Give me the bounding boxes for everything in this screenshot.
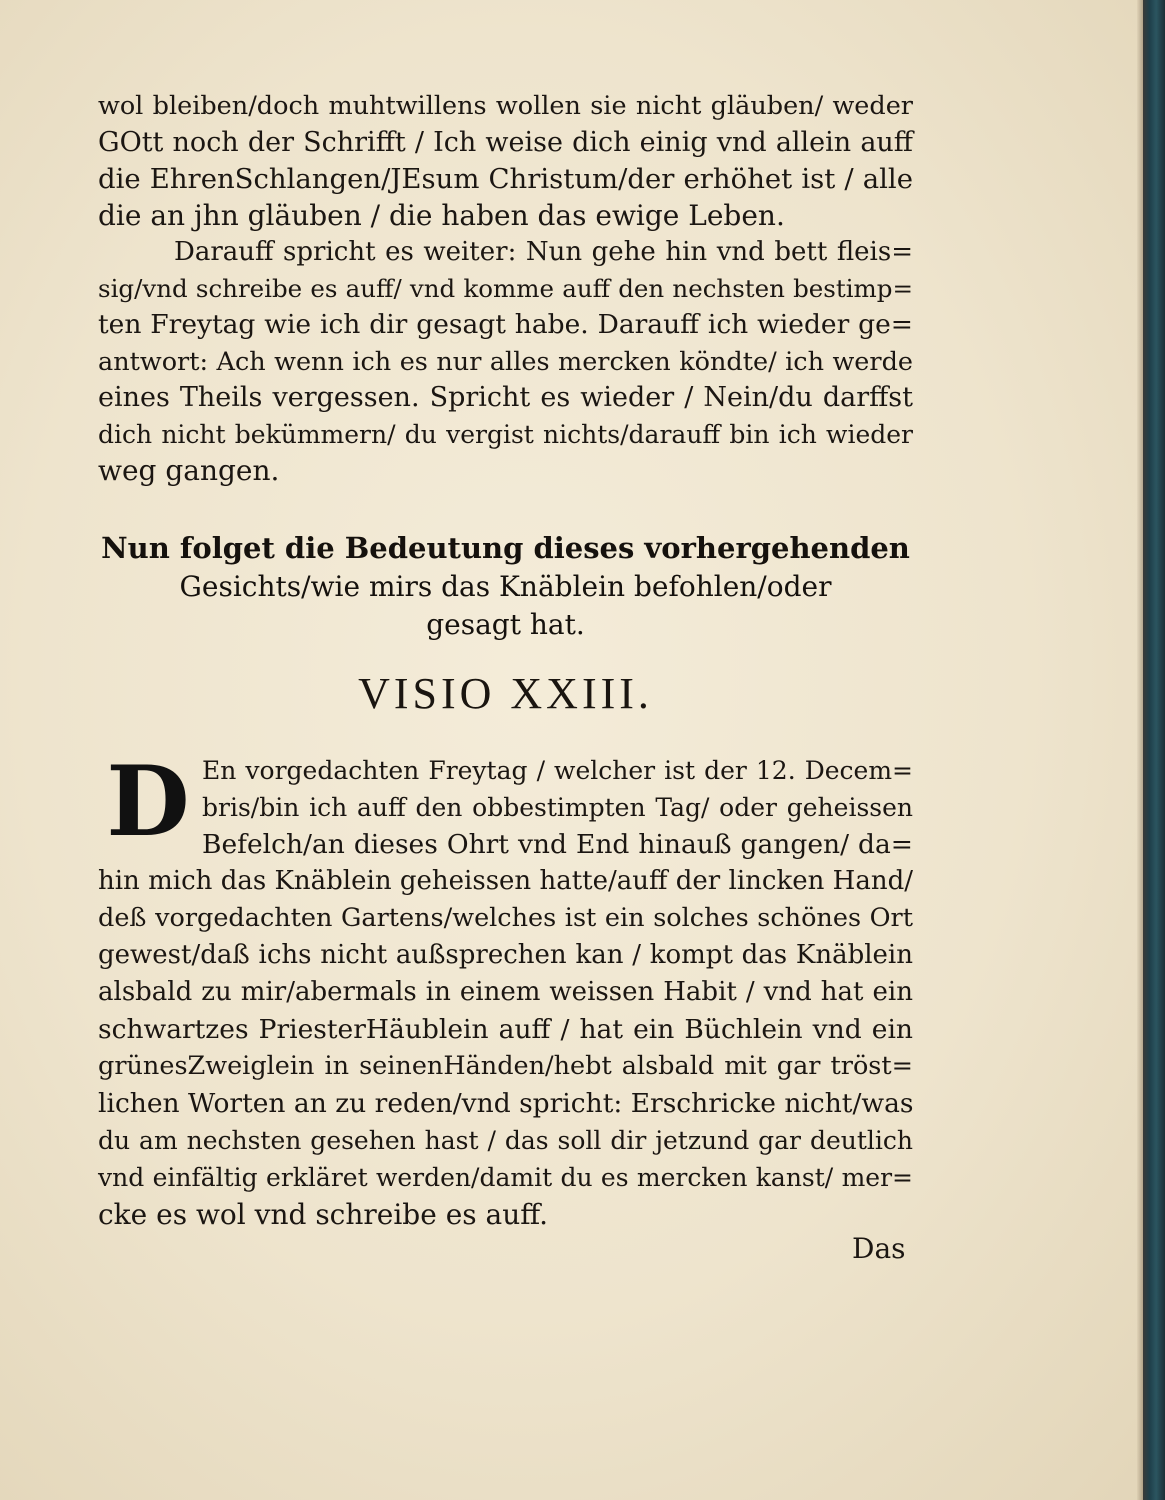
text-line: Befelch/an dieses Ohrt vnd End hinauß gangen/ da= (202, 829, 913, 860)
text-line: lichen Worten an zu reden/vnd spricht: Erschricke nicht/was (98, 1088, 914, 1119)
text-line: sig/vnd schreibe es auff/ vnd komme auff den nechsten bestimp= (98, 273, 913, 303)
catchword: Das (852, 1232, 906, 1265)
top-paragraph (98, 88, 913, 490)
text-line: alsbald zu mir/abermals in einem weissen Habit / vnd hat ein (98, 977, 913, 1007)
heading-line-1: Nun folget die Bedeutung dieses vorhergehenden (101, 531, 910, 565)
text-line: eines Theils vergessen. Spricht es wieder / Nein/du darffst (98, 382, 913, 413)
heading-line-3: gesagt hat. (426, 608, 585, 641)
text-line: die EhrenSchlangen/JEsum Christum/der erhöhet ist / alle (98, 163, 913, 195)
heading-line-2: Gesichts/wie mirs das Knäblein befohlen/oder (179, 570, 832, 603)
text-line: cke es wol vnd schreibe es auff. (98, 1198, 549, 1231)
text-line: bris/bin ich auff den obbestimpten Tag/ oder geheissen (202, 793, 913, 822)
text-line: En vorgedachten Freytag / welcher ist der 12. Decem= (202, 756, 913, 785)
text-line: ten Freytag wie ich dir gesagt habe. Darauff ich wieder ge= (98, 309, 913, 340)
text-line: weg gangen. (98, 454, 280, 487)
text-line: grünesZweiglein in seinenHänden/hebt alsbald mit gar tröst= (98, 1051, 913, 1081)
text-line: deß vorgedachten Gartens/welches ist ein solches schönes Ort (98, 903, 913, 933)
text-line: die an jhn gläuben / die haben das ewige Leben. (98, 198, 785, 232)
section-heading (98, 528, 913, 644)
visio-title: VISIO XXIII. (358, 669, 653, 718)
text-line: antwort: Ach wenn ich es nur alles mercken köndte/ ich werde (98, 346, 913, 377)
text-line: hin mich das Knäblein geheissen hatte/auff der lincken Hand/ (98, 866, 913, 896)
second-paragraph (98, 745, 914, 1233)
book-binding-edge (1143, 0, 1165, 1500)
text-line: du am nechsten gesehen hast / das soll dir jetzund gar deutlich (98, 1126, 913, 1155)
text-line: wol bleiben/doch muhtwillens wollen sie nicht gläuben/ weder (98, 91, 913, 121)
decorative-initial: D (106, 745, 190, 858)
text-line: gewest/daß ichs nicht außsprechen kan / kompt das Knäblein (98, 940, 913, 970)
text-line: Darauff spricht es weiter: Nun gehe hin vnd bett fleis= (174, 237, 913, 267)
text-line: dich nicht bekümmern/ du vergist nichts/darauff bin ich wieder (98, 419, 913, 449)
text-line: GOtt noch der Schrifft / Ich weise dich einig vnd allein auff (98, 126, 913, 158)
text-line: vnd einfältig erkläret werden/damit du es mercken kanst/ mer= (98, 1163, 913, 1192)
text-line: schwartzes PriesterHäublein auff / hat ein Büchlein vnd ein (98, 1014, 913, 1045)
